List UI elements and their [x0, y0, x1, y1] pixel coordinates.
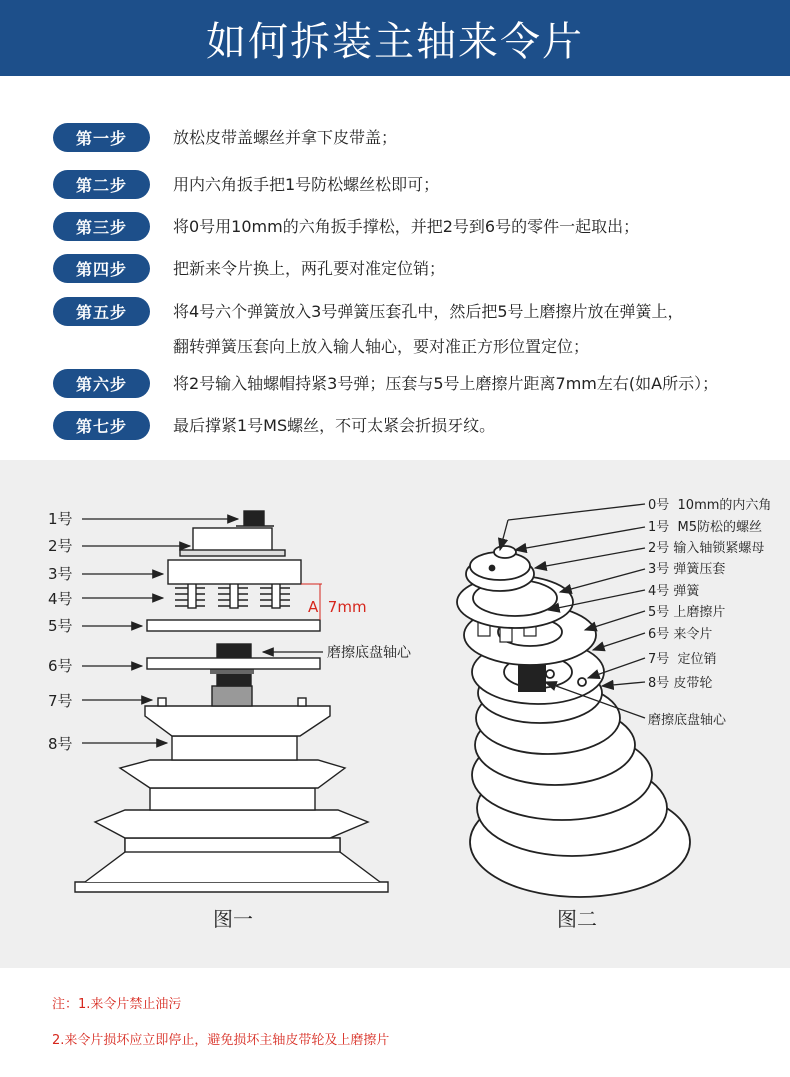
- fig2-label-1: 1号 M5防松的螺丝: [648, 520, 763, 535]
- page-title: 如何拆装主轴来令片: [206, 18, 584, 65]
- fig1-label-5: 5号: [48, 617, 73, 635]
- fig2-label-6: 6号 来令片: [648, 627, 713, 642]
- part-3-housing: [168, 560, 301, 584]
- fig1-shaft-label: 磨擦底盘轴心: [327, 645, 411, 661]
- note-1: 注：1.来令片禁止油污: [52, 997, 182, 1012]
- diagram-panel: [0, 460, 790, 968]
- part-4-springs: [175, 582, 290, 608]
- part-2-nut: [193, 528, 272, 552]
- fig1-caption: 图一: [213, 907, 253, 931]
- assembly-diagrams: [0, 460, 790, 968]
- step-badge: 第二步: [53, 170, 150, 199]
- fig1-label-3: 3号: [48, 565, 73, 583]
- fig1-label-7: 7号: [48, 692, 73, 710]
- fig1-label-8: 8号: [48, 735, 73, 753]
- step-text: 将2号输入轴螺帽持紧3号弹；压套与5号上磨擦片距离7mm左右(如A所示）；: [173, 374, 719, 393]
- fig2-label-4: 4号 弹簧: [648, 584, 700, 599]
- step-text: 最后撑紧1号MS螺丝，不可太紧会折损牙纹。: [173, 416, 496, 435]
- step-badge: 第四步: [53, 254, 150, 283]
- part-6-lining: [147, 658, 320, 669]
- fig2-label-3: 3号 弹簧压套: [648, 562, 726, 577]
- note-2: 2.来令片损坏应立即停止，避免损坏主轴皮带轮及上磨擦片: [52, 1033, 390, 1048]
- fig1-label-6: 6号: [48, 657, 73, 675]
- step-text-line2: 翻转弹簧压套向上放入输人轴心，要对准正方形位置定位；: [173, 337, 590, 356]
- part-1-screw: [244, 511, 264, 525]
- step-text: 将4号六个弹簧放入3号弹簧压套孔中，然后把5号上磨擦片放在弹簧上，: [173, 302, 684, 321]
- fig1-label-2: 2号: [48, 537, 73, 555]
- fig2-label-0: 0号 10mm的内六角: [648, 498, 772, 513]
- figure-1: [75, 511, 388, 892]
- fig2-label-7: 7号 定位销: [648, 652, 717, 667]
- step-badge: 第六步: [53, 369, 150, 398]
- step-badge: 第七步: [53, 411, 150, 440]
- shaft: [212, 686, 252, 706]
- fig2-shaft-label: 磨擦底盘轴心: [648, 713, 727, 728]
- part-5-disc: [147, 620, 320, 631]
- step-text: 把新来令片换上，两孔要对准定位销；: [173, 259, 446, 278]
- step-badge: 第五步: [53, 297, 150, 326]
- dimension-label: A 7mm: [308, 598, 367, 616]
- part-1-screw: [494, 546, 516, 558]
- step-text: 放松皮带盖螺丝并拿下皮带盖；: [173, 128, 398, 147]
- step-text: 将0号用10mm的六角扳手撑松，并把2号到6号的零件一起取出；: [173, 217, 640, 236]
- pulley-base: [75, 882, 388, 892]
- fig2-label-2: 2号 输入轴锁紧螺母: [648, 541, 765, 556]
- fig1-label-1: 1号: [48, 510, 73, 528]
- title-banner: [0, 0, 790, 76]
- fig2-caption: 图二: [557, 907, 597, 931]
- fig1-label-4: 4号: [48, 590, 73, 608]
- step-badge: 第三步: [53, 212, 150, 241]
- fig2-label-8: 8号 皮带轮: [648, 676, 713, 691]
- pulley-top-plate: [145, 706, 330, 736]
- step-text: 用内六角扳手把1号防松螺丝松即可；: [173, 175, 440, 194]
- fig2-label-5: 5号 上磨擦片: [648, 605, 726, 620]
- step-badge: 第一步: [53, 123, 150, 152]
